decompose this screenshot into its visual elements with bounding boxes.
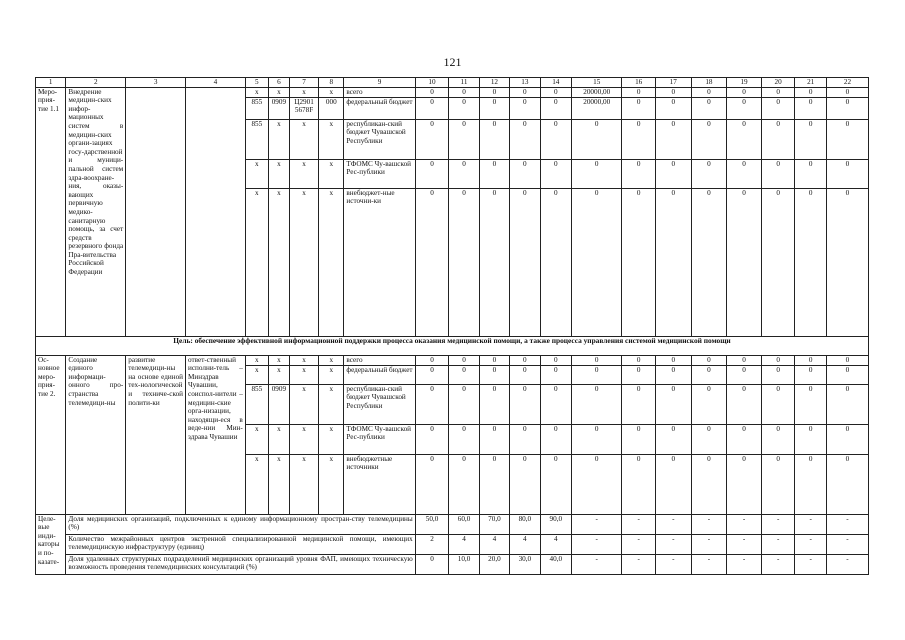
budget-code: x: [245, 454, 268, 514]
indicator-value: 20,0: [479, 554, 509, 574]
indicator-value: 4: [449, 534, 479, 554]
year-value: 0: [449, 188, 479, 336]
column-number: 11: [449, 78, 479, 88]
indicator-value: 4: [479, 534, 509, 554]
year-value: 0: [479, 159, 509, 188]
budget-code: x: [289, 87, 318, 97]
year-value: 0: [761, 424, 795, 454]
indicator-value: -: [761, 514, 795, 534]
year-value: 0: [572, 159, 622, 188]
indicator-value: -: [691, 534, 727, 554]
indicator-row: [36, 554, 869, 574]
budget-code: 855: [245, 119, 268, 159]
year-value: 0: [727, 365, 762, 384]
indicator-value: -: [691, 554, 727, 574]
column-number: 15: [572, 78, 622, 88]
budget-code: x: [319, 384, 344, 424]
year-value: 0: [449, 384, 479, 424]
year-value: 0: [826, 159, 868, 188]
funding-source: внебюджетные источники: [344, 454, 415, 514]
budget-code: x: [289, 424, 318, 454]
year-value: 0: [572, 188, 622, 336]
year-value: 0: [572, 384, 622, 424]
year-value: 0: [761, 384, 795, 424]
budget-code: x: [268, 188, 289, 336]
year-value: 0: [449, 365, 479, 384]
year-value: 0: [540, 97, 571, 119]
year-value: 0: [826, 424, 868, 454]
year-value: 0: [510, 87, 540, 97]
measure-executor: [186, 87, 246, 336]
year-value: 0: [691, 355, 727, 365]
column-number: 22: [826, 78, 868, 88]
budget-code: x: [319, 159, 344, 188]
year-value: 0: [655, 119, 691, 159]
budget-code: x: [268, 159, 289, 188]
year-value: 0: [479, 188, 509, 336]
year-value: 0: [622, 454, 656, 514]
year-value: 0: [761, 355, 795, 365]
year-value: 0: [655, 454, 691, 514]
indicator-value: -: [727, 534, 762, 554]
budget-code: x: [289, 119, 318, 159]
indicator-value: -: [622, 554, 656, 574]
indicator-value: 80,0: [510, 514, 540, 534]
year-value: 0: [415, 188, 449, 336]
year-value: 0: [622, 188, 656, 336]
measure-name: Создание единого информаци-онного про-странства телемедици-ны: [66, 355, 126, 514]
year-value: 0: [479, 424, 509, 454]
year-value: 0: [826, 87, 868, 97]
year-value: 0: [622, 87, 656, 97]
budget-code: x: [319, 365, 344, 384]
budget-code: 855: [245, 384, 268, 424]
year-value: 0: [449, 119, 479, 159]
indicator-value: -: [795, 534, 826, 554]
budget-code: x: [319, 454, 344, 514]
funding-row: [36, 87, 869, 97]
column-number: 17: [655, 78, 691, 88]
year-value: 0: [826, 384, 868, 424]
indicator-value: 10,0: [449, 554, 479, 574]
budget-code: x: [268, 355, 289, 365]
year-value: 0: [691, 454, 727, 514]
budget-code: x: [289, 159, 318, 188]
budget-code: Ц2901 5678F: [289, 97, 318, 119]
year-value: 0: [622, 355, 656, 365]
year-value: 0: [572, 365, 622, 384]
year-value: 0: [727, 355, 762, 365]
year-value: 0: [795, 355, 826, 365]
budget-code: x: [289, 355, 318, 365]
indicator-value: -: [826, 534, 868, 554]
indicator-value: 40,0: [540, 554, 571, 574]
column-number: 8: [319, 78, 344, 88]
funding-source: всего: [344, 87, 415, 97]
year-value: 0: [655, 365, 691, 384]
year-value: 0: [691, 188, 727, 336]
year-value: 0: [622, 97, 656, 119]
year-value: 0: [479, 97, 509, 119]
column-number: 4: [186, 78, 246, 88]
column-number: 3: [126, 78, 186, 88]
year-value: 0: [655, 355, 691, 365]
budget-code: 0909: [268, 97, 289, 119]
column-number: 10: [415, 78, 449, 88]
indicator-value: 4: [510, 534, 540, 554]
indicator-value: 90,0: [540, 514, 571, 534]
year-value: 0: [655, 384, 691, 424]
budget-code: x: [289, 454, 318, 514]
indicator-value: -: [572, 534, 622, 554]
year-value: 0: [727, 424, 762, 454]
year-value: 0: [449, 454, 479, 514]
year-value: 0: [727, 159, 762, 188]
budget-code: 855: [245, 97, 268, 119]
column-number: 5: [245, 78, 268, 88]
budget-code: x: [289, 384, 318, 424]
year-value: 0: [655, 97, 691, 119]
year-value: 0: [727, 454, 762, 514]
year-value: 0: [510, 355, 540, 365]
year-value: 0: [572, 119, 622, 159]
year-value: 0: [479, 454, 509, 514]
year-value: 0: [655, 188, 691, 336]
indicator-value: 0: [415, 554, 449, 574]
indicator-value: -: [622, 534, 656, 554]
year-value: 0: [622, 365, 656, 384]
year-value: 0: [795, 365, 826, 384]
year-value: 0: [622, 159, 656, 188]
year-value: 0: [540, 159, 571, 188]
measure-status: Ос-новное меро-прия-тие 2.: [36, 355, 66, 514]
indicator-value: 70,0: [479, 514, 509, 534]
indicator-value: -: [727, 514, 762, 534]
indicator-value: 2: [415, 534, 449, 554]
budget-code: x: [289, 365, 318, 384]
year-value: 0: [727, 97, 762, 119]
budget-code: x: [245, 159, 268, 188]
indicator-value: -: [655, 554, 691, 574]
year-value: 0: [510, 97, 540, 119]
column-number: 7: [289, 78, 318, 88]
year-value: 0: [655, 424, 691, 454]
budget-code: x: [268, 87, 289, 97]
year-value: 0: [691, 97, 727, 119]
year-value: 0: [795, 454, 826, 514]
funding-source: республикан-ский бюджет Чувашской Республики: [344, 119, 415, 159]
year-value: 0: [479, 119, 509, 159]
indicator-value: -: [826, 554, 868, 574]
year-value: 0: [691, 159, 727, 188]
year-value: 0: [415, 365, 449, 384]
measure-name: Внедрение медицин-ских инфор-мационных систем в медицин-ских органи-зациях госу-дарственной и муници-пальной систем здра-воохране-ния, оказы-вающих первичную медико-санитарную помощь, за счет средств резервного фонда Пра-вительства Российской Федерации: [66, 87, 126, 336]
year-value: 0: [826, 119, 868, 159]
year-value: 0: [761, 188, 795, 336]
budget-code: x: [245, 87, 268, 97]
year-value: 0: [826, 97, 868, 119]
indicator-value: -: [795, 514, 826, 534]
column-number-row: [36, 78, 869, 88]
indicator-value: -: [761, 554, 795, 574]
year-value: 0: [727, 384, 762, 424]
program-table: [35, 77, 869, 575]
measure-status: Меро-прия-тие 1.1: [36, 87, 66, 336]
year-value: 0: [655, 159, 691, 188]
year-value: 0: [572, 355, 622, 365]
year-value: 0: [795, 87, 826, 97]
budget-code: x: [245, 424, 268, 454]
column-number: 19: [727, 78, 762, 88]
budget-code: x: [268, 119, 289, 159]
year-value: 0: [415, 384, 449, 424]
year-value: 0: [691, 424, 727, 454]
year-value: 0: [415, 454, 449, 514]
indicator-value: 50,0: [415, 514, 449, 534]
funding-source: ТФОМС Чу-вашской Рес-публики: [344, 159, 415, 188]
year-value: 0: [727, 119, 762, 159]
funding-row: [36, 355, 869, 365]
year-value: 0: [826, 355, 868, 365]
indicator-value: -: [572, 514, 622, 534]
year-value: 0: [479, 355, 509, 365]
year-value: 0: [795, 159, 826, 188]
year-value: 0: [572, 454, 622, 514]
column-number: 9: [344, 78, 415, 88]
year-value: 0: [691, 87, 727, 97]
year-value: 0: [727, 188, 762, 336]
indicator-text: Количество межрайонных центров экстренной специализированной медицинской помощи, имеющих телемедицинскую инфраструктуру (единиц): [66, 534, 415, 554]
year-value: 0: [540, 87, 571, 97]
budget-code: x: [245, 365, 268, 384]
year-value: 0: [479, 365, 509, 384]
measure-executor: ответ-ственный исполни-тель – Минздрав Чувашии, соиспол-нители – медицин-ские орга-низации, находящи-еся в веде-нии Мин-здрава Чувашии: [186, 355, 246, 514]
year-value: 0: [795, 97, 826, 119]
measure-task: [126, 87, 186, 336]
year-value: 0: [826, 454, 868, 514]
indicator-value: -: [826, 514, 868, 534]
budget-code: x: [319, 188, 344, 336]
budget-code: x: [245, 355, 268, 365]
column-number: 14: [540, 78, 571, 88]
budget-code: x: [319, 424, 344, 454]
budget-code: x: [319, 119, 344, 159]
year-value: 0: [540, 119, 571, 159]
indicator-value: -: [655, 514, 691, 534]
budget-code: x: [319, 87, 344, 97]
year-value: 0: [415, 355, 449, 365]
year-value: 0: [510, 384, 540, 424]
column-number: 21: [795, 78, 826, 88]
year-value: 0: [510, 365, 540, 384]
year-value: 0: [510, 188, 540, 336]
year-value: 0: [449, 97, 479, 119]
indicator-value: -: [572, 554, 622, 574]
funding-source: всего: [344, 355, 415, 365]
funding-source: республикан-ский бюджет Чувашской Республики: [344, 384, 415, 424]
year-value: 20000,00: [572, 87, 622, 97]
year-value: 0: [761, 97, 795, 119]
year-value: 0: [415, 87, 449, 97]
year-value: 0: [540, 424, 571, 454]
funding-source: федеральный бюджет: [344, 97, 415, 119]
year-value: 0: [727, 87, 762, 97]
year-value: 0: [826, 365, 868, 384]
year-value: 0: [691, 365, 727, 384]
year-value: 0: [540, 384, 571, 424]
year-value: 0: [622, 424, 656, 454]
indicator-value: 60,0: [449, 514, 479, 534]
budget-code: x: [268, 454, 289, 514]
year-value: 0: [540, 454, 571, 514]
goal-text: Цель: обеспечение эффективной информационной поддержки процесса оказания медицинской помощи, а также процесса управления системой медицинской помощи: [36, 336, 869, 355]
year-value: 0: [415, 119, 449, 159]
budget-code: x: [268, 424, 289, 454]
indicator-value: -: [761, 534, 795, 554]
year-value: 0: [826, 188, 868, 336]
year-value: 0: [795, 188, 826, 336]
year-value: 0: [795, 384, 826, 424]
column-number: 20: [761, 78, 795, 88]
year-value: 0: [761, 159, 795, 188]
column-number: 1: [36, 78, 66, 88]
year-value: 0: [795, 424, 826, 454]
year-value: 0: [449, 159, 479, 188]
year-value: 0: [415, 159, 449, 188]
year-value: 0: [655, 87, 691, 97]
year-value: 20000,00: [572, 97, 622, 119]
budget-code: x: [268, 365, 289, 384]
column-number: 6: [268, 78, 289, 88]
year-value: 0: [449, 424, 479, 454]
column-number: 13: [510, 78, 540, 88]
year-value: 0: [540, 188, 571, 336]
indicator-text: Доля медицинских организаций, подключенных к единому информационному простран-ству телемедицины (%): [66, 514, 415, 534]
indicator-value: -: [691, 514, 727, 534]
year-value: 0: [510, 424, 540, 454]
indicator-value: -: [795, 554, 826, 574]
budget-code: x: [319, 355, 344, 365]
year-value: 0: [761, 119, 795, 159]
year-value: 0: [479, 384, 509, 424]
indicator-value: 30,0: [510, 554, 540, 574]
page-number: 121: [443, 55, 462, 69]
indicator-row: [36, 514, 869, 534]
budget-code: x: [245, 188, 268, 336]
column-number: 18: [691, 78, 727, 88]
year-value: 0: [540, 365, 571, 384]
funding-source: ТФОМС Чу-вашской Рес-публики: [344, 424, 415, 454]
year-value: 0: [415, 97, 449, 119]
year-value: 0: [415, 424, 449, 454]
indicator-value: 4: [540, 534, 571, 554]
indicator-value: -: [655, 534, 691, 554]
budget-code: 000: [319, 97, 344, 119]
year-value: 0: [691, 119, 727, 159]
year-value: 0: [510, 159, 540, 188]
year-value: 0: [691, 384, 727, 424]
indicators-label: Целе-вые инди-каторы и по-казате-: [36, 514, 66, 574]
year-value: 0: [540, 355, 571, 365]
year-value: 0: [510, 119, 540, 159]
year-value: 0: [449, 355, 479, 365]
column-number: 2: [66, 78, 126, 88]
year-value: 0: [449, 87, 479, 97]
indicator-text: Доля удаленных структурных подразделений медицинских организаций уровня ФАП, имеющих техническую возможность проведения телемедицинских консультаций (%): [66, 554, 415, 574]
column-number: 16: [622, 78, 656, 88]
indicator-value: -: [622, 514, 656, 534]
budget-code: 0909: [268, 384, 289, 424]
funding-source: федеральный бюджет: [344, 365, 415, 384]
year-value: 0: [510, 454, 540, 514]
goal-row: [36, 336, 869, 355]
year-value: 0: [572, 424, 622, 454]
year-value: 0: [761, 365, 795, 384]
year-value: 0: [622, 119, 656, 159]
year-value: 0: [479, 87, 509, 97]
funding-source: внебюджет-ные источни-ки: [344, 188, 415, 336]
indicator-value: -: [727, 554, 762, 574]
measure-task: развитие телемедици-ны на основе единой тех-нологической и техниче-ской полити-ки: [126, 355, 186, 514]
year-value: 0: [622, 384, 656, 424]
budget-code: x: [289, 188, 318, 336]
year-value: 0: [795, 119, 826, 159]
indicator-row: [36, 534, 869, 554]
column-number: 12: [479, 78, 509, 88]
year-value: 0: [761, 454, 795, 514]
year-value: 0: [761, 87, 795, 97]
